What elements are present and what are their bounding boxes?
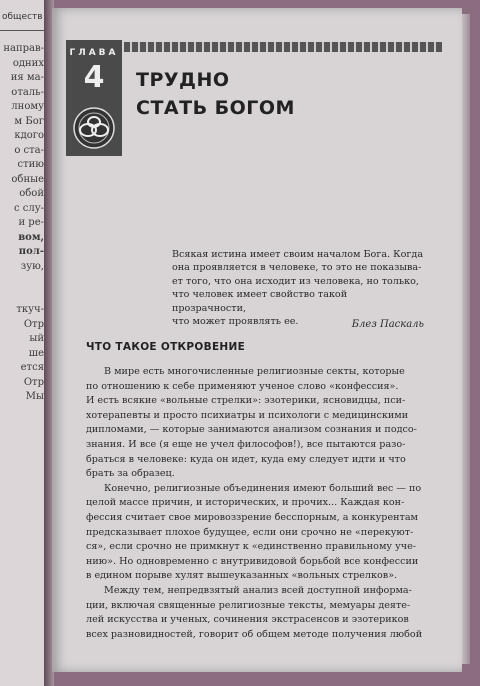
prev-page-line: ый bbox=[29, 333, 44, 344]
body-line: нию». Но одновременно с внутривидовой борьбой все конфессии bbox=[86, 555, 419, 567]
chapter-title bbox=[136, 66, 396, 122]
epigraph-line: что может проявлять ее. bbox=[172, 316, 299, 328]
body-text bbox=[86, 365, 430, 642]
prev-page-line: ше bbox=[28, 347, 44, 359]
body-line: браться в человеке: куда он идет, куда ему следует идти и что bbox=[86, 453, 406, 465]
chapter-title-line-2: СТАТЬ БОГОМ bbox=[136, 97, 295, 119]
prev-page-line: направ- bbox=[3, 43, 44, 54]
body-line: всех разновидностей, говорит об общем методе получения любой bbox=[86, 628, 423, 640]
epigraph-line: она проявляется в человеке, то это не показыва- bbox=[172, 262, 422, 274]
prev-page-line: м Бог bbox=[14, 115, 44, 127]
epigraph-author: Блез Паскаль bbox=[351, 319, 424, 330]
prev-page-text bbox=[2, 42, 44, 405]
chapter-number: 4 bbox=[83, 60, 105, 95]
prev-page-line: кдого bbox=[14, 130, 44, 141]
prev-page-line: одних bbox=[12, 57, 44, 69]
prev-page-line: обные bbox=[11, 173, 44, 185]
body-line: ции, включая священные религиозные тексты, мемуары деяте- bbox=[86, 599, 411, 611]
prev-page-line: Отр bbox=[23, 376, 44, 388]
prev-page-line: вом, bbox=[18, 231, 44, 243]
epigraph-line: Всякая истина имеет своим началом Бога. Когда bbox=[172, 249, 424, 260]
prev-page-line: и ре- bbox=[18, 217, 44, 228]
body-line: знания. И все (я еще не учел философов!), все пытаются разо- bbox=[86, 438, 406, 450]
body-line: И есть всякие «вольные стрелки»: эзотерики, ясновидцы, пси- bbox=[86, 395, 406, 407]
prev-page-line: с слу- bbox=[14, 202, 44, 214]
chapter-title-line-1: ТРУДНО bbox=[136, 69, 230, 91]
prev-page-line: ется bbox=[20, 362, 44, 373]
body-line: В мире есть многочисленные религиозные секты, которые bbox=[104, 366, 405, 377]
chapter-emblem-icon bbox=[72, 106, 116, 150]
prev-page-line: ия ма- bbox=[10, 72, 44, 83]
prev-page-line: о ста- bbox=[14, 144, 44, 156]
epigraph-line: что человек имеет свойство такой прозрачности, bbox=[172, 289, 348, 314]
prev-page-line: пол- bbox=[18, 246, 44, 257]
section-title: ЧТО ТАКОЕ ОТКРОВЕНИЕ bbox=[86, 341, 246, 353]
prev-page-line: Мы bbox=[25, 391, 44, 402]
chapter-label: ГЛАВА bbox=[69, 48, 119, 58]
body-line: брать за образец. bbox=[86, 468, 175, 480]
body-line: ся», если срочно не примкнут к «единственно правильному уче- bbox=[86, 541, 417, 553]
prev-page-line bbox=[2, 289, 44, 304]
chapter-tab bbox=[66, 40, 122, 156]
body-line: хотерапевты и просто психиатры и психологи с медицинскими bbox=[86, 409, 409, 421]
previous-page bbox=[0, 0, 44, 686]
prev-page-line bbox=[2, 274, 44, 289]
prev-page-line: лному bbox=[11, 101, 44, 112]
prev-page-line: зую, bbox=[20, 260, 44, 272]
prev-page-header: обществ bbox=[0, 12, 44, 31]
prev-page-line: стию bbox=[17, 159, 44, 170]
body-line: предсказывает плохое будущее, если они срочно не «перекуют- bbox=[86, 526, 414, 538]
body-line: лей искусства и ученых, сочинения экстрасенсов и эзотериков bbox=[86, 614, 409, 626]
prev-page-line: оталь- bbox=[11, 86, 44, 98]
epigraph-line: ет того, что она исходит из человека, но только, bbox=[172, 275, 419, 287]
page-edge bbox=[462, 14, 470, 664]
prev-page-line: обой bbox=[19, 188, 44, 199]
body-line: Между тем, непредвзятый анализ всей доступной информа- bbox=[104, 584, 412, 596]
chapter-decorative-rule bbox=[124, 42, 442, 52]
prev-page-line: Отр bbox=[23, 318, 44, 330]
body-line: в едином порыве хулят вышеуказанных «вольных стрелков». bbox=[86, 570, 398, 582]
body-line: дипломами, — которые занимаются анализом сознания и подсо- bbox=[86, 424, 417, 436]
prev-page-line: ткуч- bbox=[16, 304, 44, 315]
body-line: целой массе причин, и исторических, и прочих... Каждая кон- bbox=[86, 497, 405, 509]
epigraph bbox=[172, 248, 424, 328]
body-line: фессия считает свое мировоззрение бесспорным, а конкурентам bbox=[86, 511, 419, 523]
body-line: Конечно, религиозные объединения имеют больший вес — по bbox=[104, 482, 422, 494]
body-line: по отношению к себе применяют ученое слово «конфессия». bbox=[86, 380, 399, 392]
